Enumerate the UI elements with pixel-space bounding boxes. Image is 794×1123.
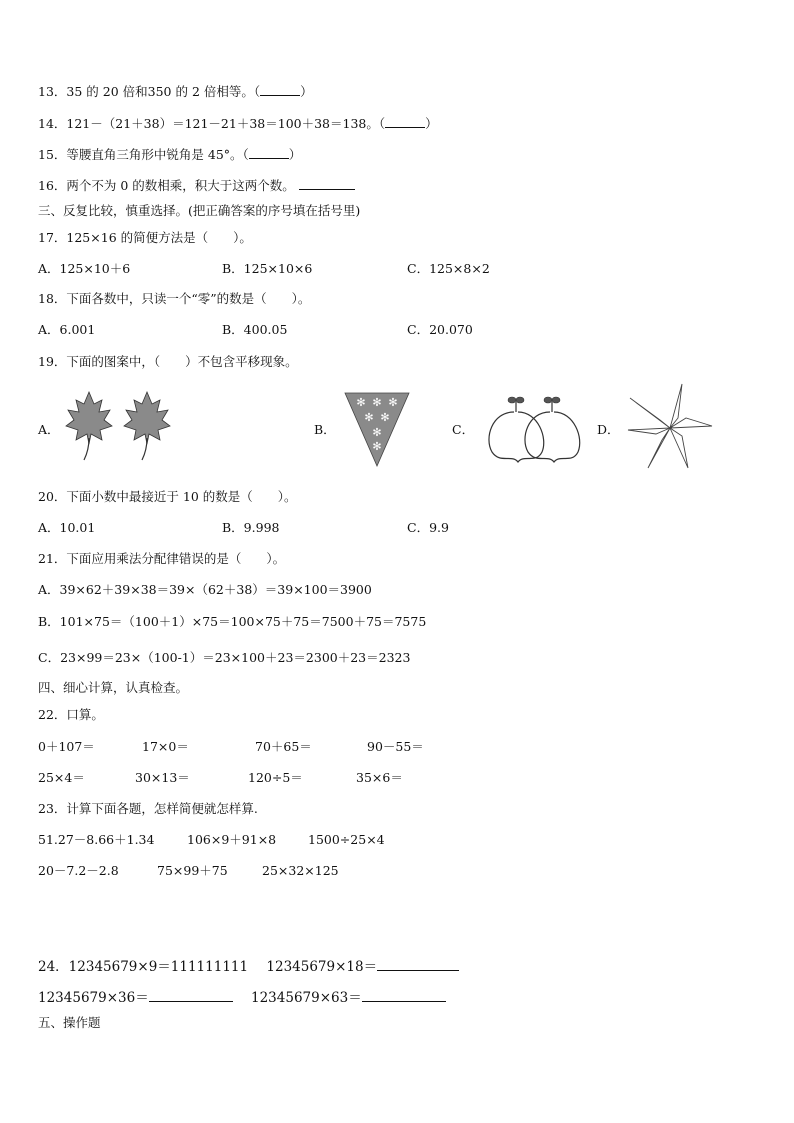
q18-option-b[interactable]: B．400.05 <box>222 322 288 337</box>
question-22: 22．口算。 <box>38 707 104 722</box>
mental-math-item: 90－55＝ <box>367 739 424 754</box>
svg-text:✻: ✻ <box>388 396 398 409</box>
mental-math-item: 0＋107＝ <box>38 739 95 754</box>
section-5-heading: 五、操作题 <box>38 1015 101 1030</box>
question-24-line-2: 12345679×36＝ 12345679×63＝ <box>38 989 446 1006</box>
svg-text:✻: ✻ <box>372 440 382 453</box>
q17-option-c[interactable]: C．125×8×2 <box>407 261 490 276</box>
calculation-item: 51.27－8.66＋1.34 <box>38 832 155 847</box>
svg-text:✻: ✻ <box>372 426 382 439</box>
q21-option-b[interactable]: B．101×75＝（100＋1）×75＝100×75＋75＝7500＋75＝7575 <box>38 614 427 629</box>
section-3-heading: 三、反复比较，慎重选择。(把正确答案的序号填在括号里) <box>38 203 361 218</box>
calculation-item: 1500÷25×4 <box>308 832 385 847</box>
svg-text:✻: ✻ <box>372 396 382 409</box>
q17-option-a[interactable]: A．125×10＋6 <box>38 261 131 276</box>
heart-shapes-figure <box>482 390 582 466</box>
question-24-line-1: 24．12345679×9＝111111111 12345679×18＝ <box>38 958 459 975</box>
svg-text:✻: ✻ <box>380 411 390 424</box>
question-13: 13．35 的 20 倍和350 的 2 倍相等。（ ） <box>38 84 313 99</box>
maple-leaves-figure <box>62 388 176 464</box>
calculation-item: 25×32×125 <box>262 863 339 878</box>
mental-math-item: 30×13＝ <box>135 770 190 785</box>
triangle-flowers-figure <box>342 390 412 468</box>
calculation-item: 106×9＋91×8 <box>187 832 277 847</box>
answer-blank[interactable] <box>260 83 300 96</box>
question-17: 17．125×16 的简便方法是（ ）。 <box>38 230 252 245</box>
answer-blank[interactable] <box>249 146 289 159</box>
pinwheel-figure <box>626 382 714 474</box>
answer-blank[interactable] <box>385 115 425 128</box>
calculation-item: 75×99＋75 <box>157 863 228 878</box>
mental-math-item: 120÷5＝ <box>248 770 303 785</box>
q18-option-c[interactable]: C．20.070 <box>407 322 473 337</box>
mental-math-item: 25×4＝ <box>38 770 85 785</box>
q20-option-c[interactable]: C．9.9 <box>407 520 449 535</box>
q21-option-a[interactable]: A．39×62＋39×38＝39×（62＋38）＝39×100＝3900 <box>38 582 372 597</box>
question-23: 23．计算下面各题，怎样简便就怎样算. <box>38 801 258 816</box>
answer-blank[interactable] <box>377 958 459 971</box>
mental-math-item: 70＋65＝ <box>255 739 312 754</box>
answer-blank[interactable] <box>299 177 355 190</box>
question-15: 15．等腰直角三角形中锐角是 45°。（ ） <box>38 147 302 162</box>
q19-option-c[interactable]: C． <box>452 422 475 437</box>
question-19: 19．下面的图案中，（ ）不包含平移现象。 <box>38 354 298 369</box>
question-14: 14．121－（21＋38）＝121－21＋38＝100＋38＝138。（ ） <box>38 116 438 131</box>
mental-math-item: 17×0＝ <box>142 739 189 754</box>
answer-blank[interactable] <box>362 989 446 1002</box>
q17-option-b[interactable]: B．125×10×6 <box>222 261 313 276</box>
svg-text:✻: ✻ <box>364 411 374 424</box>
question-16: 16．两个不为 0 的数相乘，积大于这两个数。 <box>38 177 355 194</box>
question-18: 18．下面各数中，只读一个“零”的数是（ ）。 <box>38 291 311 306</box>
q19-option-a[interactable]: A． <box>38 422 60 437</box>
svg-text:✻: ✻ <box>356 396 366 409</box>
q21-option-c[interactable]: C．23×99＝23×（100-1）＝23×100＋23＝2300＋23＝2323 <box>38 650 411 665</box>
q18-option-a[interactable]: A．6.001 <box>38 322 96 337</box>
q19-option-b[interactable]: B． <box>314 422 336 437</box>
answer-blank[interactable] <box>149 989 233 1002</box>
question-21: 21．下面应用乘法分配律错误的是（ ）。 <box>38 551 286 566</box>
q20-option-a[interactable]: A．10.01 <box>38 520 96 535</box>
q19-option-d[interactable]: D． <box>597 422 620 437</box>
mental-math-item: 35×6＝ <box>356 770 403 785</box>
q20-option-b[interactable]: B．9.998 <box>222 520 280 535</box>
question-20: 20．下面小数中最接近于 10 的数是（ ）。 <box>38 489 297 504</box>
section-4-heading: 四、细心计算，认真检查。 <box>38 680 189 695</box>
calculation-item: 20－7.2－2.8 <box>38 863 119 878</box>
